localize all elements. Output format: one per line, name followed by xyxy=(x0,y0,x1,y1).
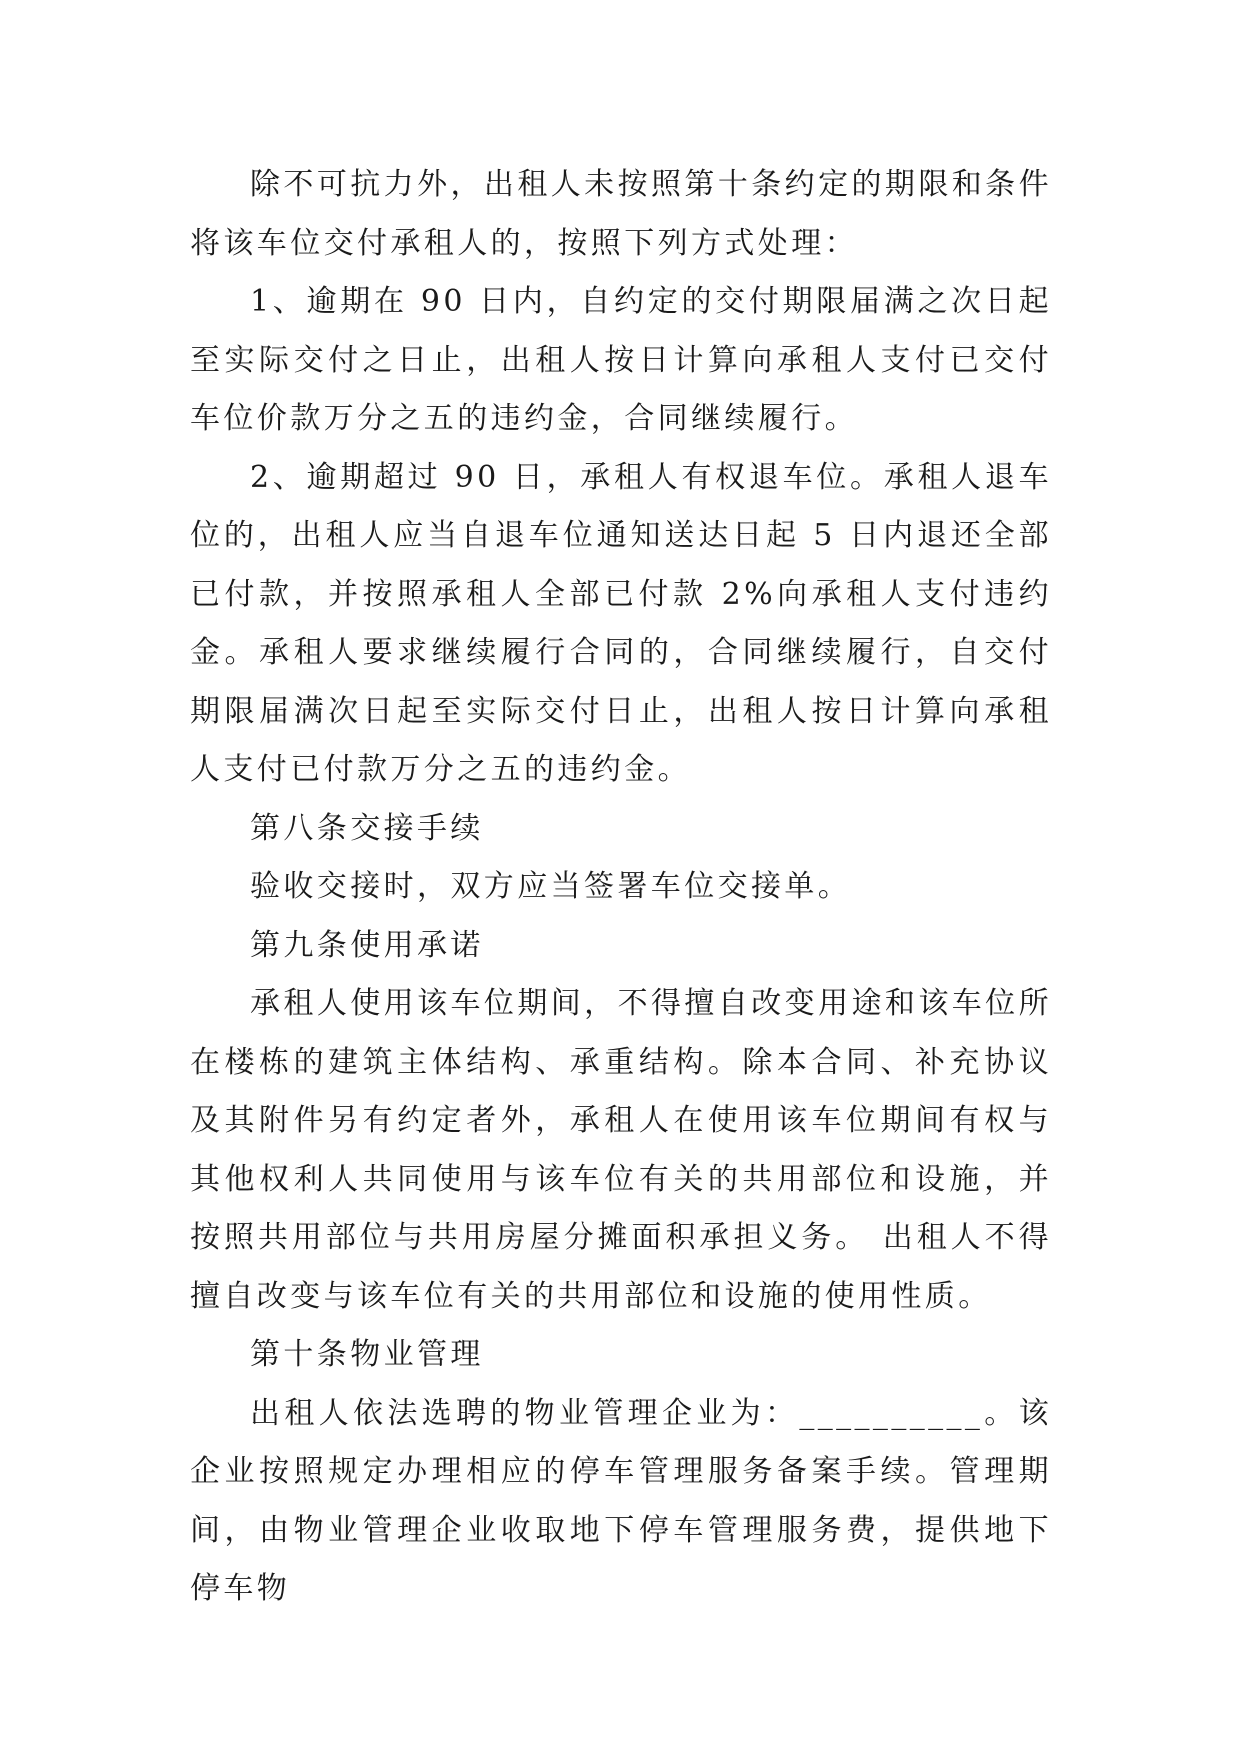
heading-article-9: 第九条使用承诺 xyxy=(250,927,484,963)
property-company-blank: __________ xyxy=(799,1395,984,1431)
paragraph-clause-1: 1、逾期在 90 日内，自约定的交付期限届满之次日起至实际交付之日止，出租人按日计算向承租人支付已交付车位价款万分之五的违约金，合同继续履行。 xyxy=(190,284,1052,436)
paragraph-property-management xyxy=(190,1385,1052,1619)
property-text-after: 。该企业按照规定办理相应的停车管理服务备案手续。管理期间，由物业管理企业收取地下停车管理服务费，提供地下停车物 xyxy=(190,1395,1052,1606)
paragraph-handover: 验收交接时，双方应当签署车位交接单。 xyxy=(250,869,852,904)
property-text-before: 出租人依法选聘的物业管理企业为： xyxy=(250,1395,800,1431)
document-body xyxy=(190,156,1052,1619)
heading-article-8: 第八条交接手续 xyxy=(250,810,484,846)
paragraph-delivery-default: 除不可抗力外，出租人未按照第十条约定的期限和条件将该车位交付承租人的，按照下列方式处理： xyxy=(190,167,1052,261)
heading-article-10: 第十条物业管理 xyxy=(250,1337,484,1372)
paragraph-usage-commitment: 承租人使用该车位期间，不得擅自改变用途和该车位所在楼栋的建筑主体结构、承重结构。除本合同、补充协议及其附件另有约定者外，承租人在使用该车位期间有权与其他权利人共同使用与该车位有关的共用部位和设施，并按照共用部位与共用房屋分摊面积承担义务。 出租人不得擅自改变与该车位有关的共用部位和设施的使用性质。 xyxy=(190,986,1052,1314)
paragraph-clause-2: 2、逾期超过 90 日，承租人有权退车位。承租人退车位的，出租人应当自退车位通知送达日起 5 日内退还全部已付款，并按照承租人全部已付款 2%向承租人支付违约金。承租人要求继续履行合同的，合同继续履行，自交付期限届满次日起至实际交付日止，出租人按日计算向承租人支付已付款万分之五的违约金。 xyxy=(190,459,1052,787)
